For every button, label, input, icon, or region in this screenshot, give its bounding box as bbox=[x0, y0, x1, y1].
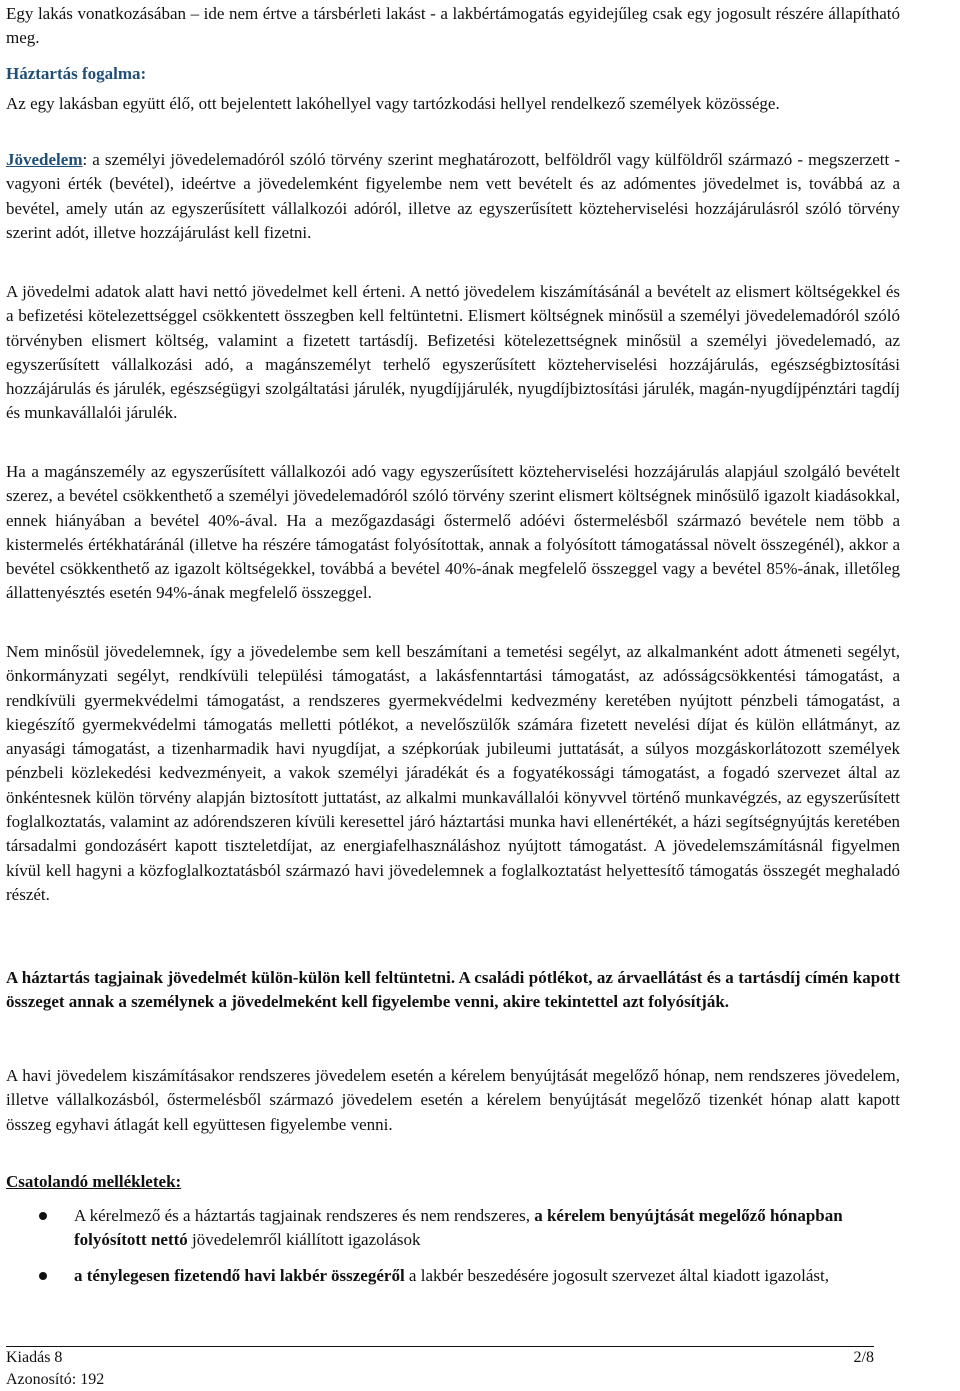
private-person-paragraph: Ha a magánszemély az egyszerűsített vállalkozói adó vagy egyszerűsített közteherviselési hozzájárulás alapjául szolgáló bevételt szerez, a bevétel csökkenthető a személyi jövedelemadóról szóló törvény szerint elismert költségnek minősülő igazolt kiadásokkal, ennek hiányában a bevétel 40%-ával. Ha a mezőgazdasági őstermelő adóévi őstermelésből származó bevétele nem több a kistermelés értékhatáránál (illetve ha részére támogatást folyósítottak, annak a folyósított támogatással növelt összegénél), akkor a bevétel csökkenthető az igazolt költségekkel, továbbá a bevétel 40%-ának megfelelő összeggel vagy a bevétel 85%-ának, illetőleg állattenyésztés esetén 94%-ának megfelelő összeggel. bbox=[6, 462, 900, 603]
footer-page-number: 2/8 bbox=[853, 1349, 874, 1366]
bullet-icon bbox=[39, 1212, 47, 1220]
attachment-bold: a kérelem benyújtását megelőző hónapban folyósított nettó bbox=[74, 1206, 843, 1250]
monthly-income-paragraph: A havi jövedelem kiszámításakor rendszeres jövedelem esetén a kérelem benyújtását megelőző hónap, nem rendszeres jövedelem, illetve vállalkozásból, őstermelésből származó jövedelem esetén a kérelem benyújtását megelőző tizenkét hónap alatt kapott összeg egyhavi átlagát kell együttesen figyelembe venni. bbox=[6, 1066, 900, 1134]
household-members-paragraph: A háztartás tagjainak jövedelmét külön-külön kell feltüntetni. A családi pótlékot, az árvaellátást és a tartásdíj címén kapott összeget annak a személynek a jövedelmeként kell figyelembe venni, akire tekintettel azt folyósítják. bbox=[6, 968, 900, 1012]
attachment-item bbox=[6, 1264, 900, 1288]
net-income-paragraph: A jövedelmi adatok alatt havi nettó jövedelmet kell érteni. A nettó jövedelem kiszámításánál a bevételt az elismert költségekkel és a befizetési kötelezettséggel csökkentett összegben kell feltüntetni. Elismert költségnek minősül a személyi jövedelemadóról szóló törvényben elismert költség, valamint a fizetett tartásdíj. Befizetési kötelezettségnek minősül a személyi jövedelemadó, az egyszerűsített vállalkozási adó, a magánszemélyt terhelő egyszerűsített közteherviselési hozzájárulás, egészségbiztosítási hozzájárulás és járulék, egészségügyi szolgáltatási járulék, nyugdíjjárulék, nyugdíjbiztosítási járulék, magán-nyugdíjpénztári tagdíj és munkavállalói járulék. bbox=[6, 282, 900, 423]
not-income-paragraph: Nem minősül jövedelemnek, így a jövedelembe sem kell beszámítani a temetési segélyt, az alkalmanként adott átmeneti segélyt, önkormányzati segélyt, rendkívüli települési támogatást, a lakásfenntartási támogatást, az adósságcsökkentési támogatást, a rendkívüli gyermekvédelmi támogatást, a rendszeres gyermekvédelmi kedvezmény keretében nyújtott pénzbeli támogatást, a kiegészítő gyermekvédelmi támogatás melletti pótlékot, a nevelőszülők számára fizetett nevelési díjat és külön ellátmányt, az anyasági támogatást, a tizenharmadik havi nyugdíjat, a szépkorúak jubileumi juttatását, a súlyos mozgáskorlátozott személyek pénzbeli közlekedési kedvezményeit, a vakok személyi járadékát és a fogyatékossági támogatást, a fogadó szervezet által az önkéntesnek külön törvény alapján biztosított juttatást, az alkalmi munkavállalói könyvvel történő munkavégzés, az egyszerűsített foglalkoztatás, valamint az adórendszeren kívüli keresettel járó háztartási munka havi ellenértékét, a házi segítségnyújtás keretében társadalmi gondozásért kapott tiszteletdíjat, az energiafelhasználáshoz nyújtott támogatást. A jövedelemszámításnál figyelmen kívül kell hagyni a közfoglalkoztatásból származó havi jövedelemnek a foglalkoztatást helyettesítő támogatás összegét meghaladó részét. bbox=[6, 642, 900, 904]
attachments-list bbox=[6, 1204, 900, 1288]
attachment-rest: a lakbér beszedésére jogosult szervezet által kiadott igazolást, bbox=[404, 1265, 830, 1285]
attachments-heading: Csatolandó mellékletek: bbox=[6, 1172, 182, 1191]
footer-id: Azonosító: 192 bbox=[6, 1371, 105, 1388]
household-heading: Háztartás fogalma: bbox=[6, 64, 147, 83]
income-text: : a személyi jövedelemadóról szóló törvény szerint meghatározott, belföldről vagy külföldről származó - megszerzett - vagyoni érték (bevétel), ideértve a jövedelemként figyelembe nem vett bevételt és az adómentes jövedelmet is, továbbá az a bevétel, amely után az egyszerűsített vállalkozói adóról, illetve az egyszerűsített közteherviselési hozzájárulásról szóló törvény szerint adót, illetve hozzájárulást kell fizetni. bbox=[6, 150, 900, 242]
attachment-item bbox=[6, 1204, 900, 1253]
household-definition: Az egy lakásban együtt élő, ott bejelentett lakóhellyel vagy tartózkodási hellyel rendelkező személyek közössége. bbox=[6, 94, 780, 113]
intro-paragraph: Egy lakás vonatkozásában – ide nem értve a társbérleti lakást - a lakbértámogatás egyidejűleg csak egy jogosult részére állapítható meg. bbox=[6, 4, 900, 48]
income-definition bbox=[6, 148, 900, 245]
footer-edition: Kiadás 8 bbox=[6, 1349, 63, 1366]
income-term: Jövedelem bbox=[6, 150, 83, 169]
page-footer bbox=[6, 1346, 874, 1391]
attachment-bold: a ténylegesen fizetendő havi lakbér összegéről bbox=[74, 1265, 405, 1285]
bullet-icon bbox=[39, 1272, 47, 1280]
attachment-plain: A kérelmező és a háztartás tagjainak rendszeres és nem rendszeres, bbox=[74, 1206, 535, 1225]
attachment-rest: jövedelemről kiállított igazolások bbox=[187, 1230, 421, 1250]
